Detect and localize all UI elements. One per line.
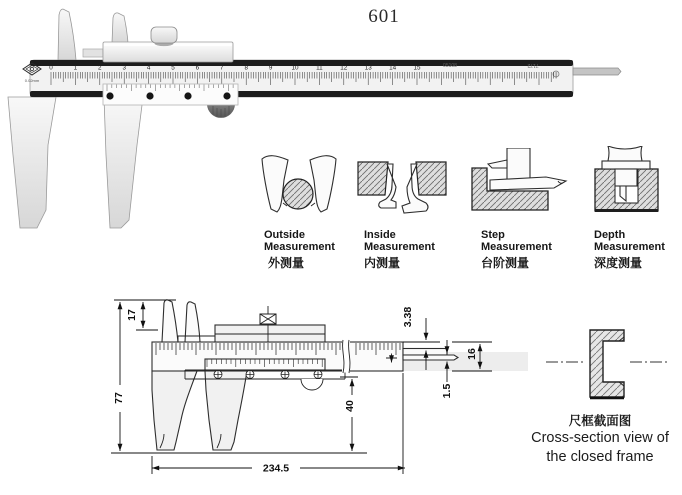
label-en: Inside xyxy=(364,229,396,241)
scale-number: 13 xyxy=(364,64,372,72)
movable-jaw xyxy=(104,97,143,228)
caliper-rod-housing xyxy=(615,169,637,186)
scale-number: 15 xyxy=(413,64,421,72)
scale-number: 12 xyxy=(340,64,348,72)
scale-number: 11 xyxy=(316,64,323,72)
fixed-inside-jaw xyxy=(58,9,76,60)
label-en: Depth xyxy=(594,229,626,241)
scale-number: 14 xyxy=(389,64,397,72)
label-zh: 深度测量 xyxy=(594,256,643,270)
label-outside-measurement: Outside Measurement 外测量 xyxy=(264,229,356,270)
caliper-jaw-tip xyxy=(488,160,507,168)
dim-16: 16 xyxy=(466,348,478,360)
dim-1-5: 1.5 xyxy=(441,383,453,399)
scale-number: 0 xyxy=(49,64,53,72)
scale-number: 7 xyxy=(220,64,224,72)
scale-number: 4 xyxy=(146,64,151,72)
page-title: 601 xyxy=(368,6,400,27)
depth-rod-profile xyxy=(403,355,458,360)
caption-en-line2: the closed frame xyxy=(546,449,654,465)
dim-40: 40 xyxy=(344,400,356,412)
dim-234-5: 234.5 xyxy=(262,462,290,475)
frame-profile xyxy=(590,330,624,397)
scale-number: 10 xyxy=(291,64,299,72)
depth-measurement-icon xyxy=(592,146,662,214)
caliper-beam-base xyxy=(602,161,650,169)
clamp-tab xyxy=(83,49,103,57)
scale-number: 5 xyxy=(171,64,175,72)
cross-section-caption xyxy=(518,413,682,467)
label-zh: 内测量 xyxy=(364,256,401,270)
label-step-measurement: Step Measurement 台阶测量 xyxy=(481,229,576,270)
fixed-prong xyxy=(162,300,178,342)
workpiece-left xyxy=(358,162,388,195)
logo-text: 0.02mm xyxy=(24,78,40,83)
inside-measurement-icon xyxy=(356,157,448,219)
lock-screw xyxy=(151,27,177,43)
slider-outline xyxy=(215,325,325,342)
cross-section-view xyxy=(540,325,682,410)
thumb-grip xyxy=(301,379,323,390)
label-depth-measurement: Depth Measurement 深度测量 xyxy=(594,229,682,270)
caliper-beam-end xyxy=(608,146,642,161)
block-base-line xyxy=(595,209,658,212)
etch-mark-2: 7172 xyxy=(527,62,539,68)
outside-measurement-icon xyxy=(258,152,340,218)
depth-rod xyxy=(573,68,621,75)
workpiece-sphere xyxy=(283,179,313,209)
label-en: Step xyxy=(481,229,505,241)
vernier-plate-outline xyxy=(205,359,325,370)
dim-3-38: 3.38 xyxy=(402,306,414,328)
clamp-bar-profile xyxy=(403,349,447,356)
dimension-drawing xyxy=(100,290,540,485)
etch-mark-1: 05108 xyxy=(443,63,457,69)
label-zh: 台阶测量 xyxy=(481,256,530,270)
label-inside-measurement: Inside Measurement 内测量 xyxy=(364,229,456,270)
fixed-jaw xyxy=(8,97,56,228)
scale-number: 6 xyxy=(195,64,200,72)
scale-number: 3 xyxy=(122,64,126,72)
scale-number: 1 xyxy=(73,64,78,72)
caption-zh: 尺框截面图 xyxy=(568,414,632,428)
movable-jaw-outline xyxy=(205,371,247,450)
dim-17: 17 xyxy=(126,309,138,321)
caption-en-line1: Cross-section view of xyxy=(531,430,669,446)
fixed-jaw-outline xyxy=(152,371,197,450)
scale-number: 8 xyxy=(244,64,248,72)
label-zh: 外测量 xyxy=(268,256,305,270)
dim-77: 77 xyxy=(113,392,125,404)
workpiece-right xyxy=(416,162,446,195)
vernier-plate xyxy=(103,84,238,105)
caliper-depth-bar xyxy=(490,177,566,190)
movable-inside-jaw xyxy=(112,13,128,43)
label-en: Outside xyxy=(264,229,305,241)
scale-number: 2 xyxy=(98,64,102,72)
scale-number: 9 xyxy=(268,64,273,72)
step-measurement-icon xyxy=(466,148,572,214)
